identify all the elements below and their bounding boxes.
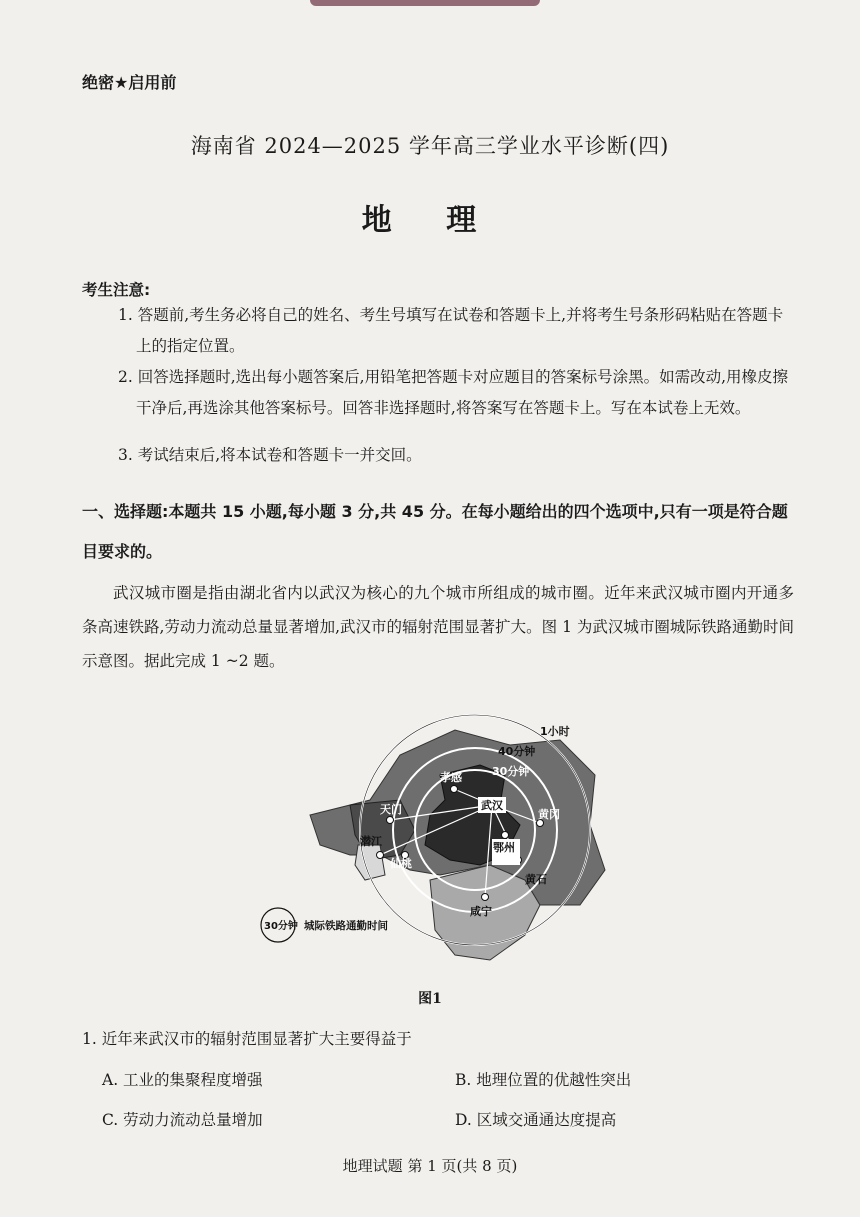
notice-item — [118, 440, 790, 471]
ring-label-1h: 1小时 — [540, 725, 570, 738]
option-a: A. 工业的集聚程度增强 — [102, 1071, 263, 1089]
ring-label-30min: 30分钟 — [492, 765, 530, 778]
ring-label-40min: 40分钟 — [498, 745, 536, 758]
option-b: B. 地理位置的优越性突出 — [455, 1071, 632, 1089]
option-d: D. 区域交通通达度提高 — [455, 1111, 617, 1129]
option-c: C. 劳动力流动总量增加 — [102, 1111, 263, 1129]
notice-item — [118, 300, 790, 362]
notice-item-1: 1. 答题前,考生务必将自己的姓名、考生号填写在试卷和答题卡上,并将考生号条形码粘贴在答题卡上的指定位置。 — [118, 306, 784, 355]
label-xianning: 咸宁 — [470, 905, 492, 918]
figure-1-map — [240, 705, 620, 965]
page-footer: 地理试题 第 1 页(共 8 页) — [342, 1157, 518, 1175]
section-heading: 一、选择题:本题共 15 小题,每小题 3 分,共 45 分。在每小题给出的四个选项中,只有一项是符合题目要求的。 — [82, 502, 788, 561]
label-ezhou: 鄂州 — [493, 841, 515, 854]
label-xiantao: 仙桃 — [390, 857, 412, 870]
label-wuhan: 武汉 — [481, 799, 503, 812]
secret-label: 绝密★启用前 — [82, 73, 177, 92]
label-qianjiang: 潜江 — [360, 835, 382, 848]
label-xiaogan: 孝感 — [440, 771, 462, 784]
label-huangshi: 黄石 — [525, 873, 547, 886]
legend-text: 城际铁路通勤时间 — [304, 920, 388, 932]
subject-title: 地 理 — [361, 203, 499, 238]
notice-heading: 考生注意: — [82, 281, 151, 299]
legend-ring-label: 30分钟 — [264, 921, 298, 932]
notice-item-3: 3. 考试结束后,将本试卷和答题卡一并交回。 — [118, 446, 422, 464]
exam-title: 海南省 2024—2025 学年高三学业水平诊断(四) — [190, 134, 670, 158]
figure-caption: 图1 — [418, 991, 442, 1007]
notice-item-2: 2. 回答选择题时,选出每小题答案后,用铅笔把答题卡对应题目的答案标号涂黑。如需改动,用橡皮擦干净后,再选涂其他答案标号。回答非选择题时,将答案写在答题卡上。写在本试卷上无效。 — [118, 368, 788, 417]
question-intro: 武汉城市圈是指由湖北省内以武汉为核心的九个城市所组成的城市圈。近年来武汉城市圈内开通多条高速铁路,劳动力流动总量显著增加,武汉市的辐射范围显著扩大。图 1 为武汉城市圈城际铁路通勤时间示意图。据此完成 1 ~2 题。 — [82, 584, 794, 670]
page-top-edge — [310, 0, 540, 6]
commute-map-svg — [240, 705, 620, 965]
label-huanggang: 黄冈 — [538, 808, 560, 821]
label-tianmen: 天门 — [380, 803, 402, 816]
notice-item — [118, 362, 790, 424]
question-1-stem: 1. 近年来武汉市的辐射范围显著扩大主要得益于 — [82, 1030, 412, 1048]
